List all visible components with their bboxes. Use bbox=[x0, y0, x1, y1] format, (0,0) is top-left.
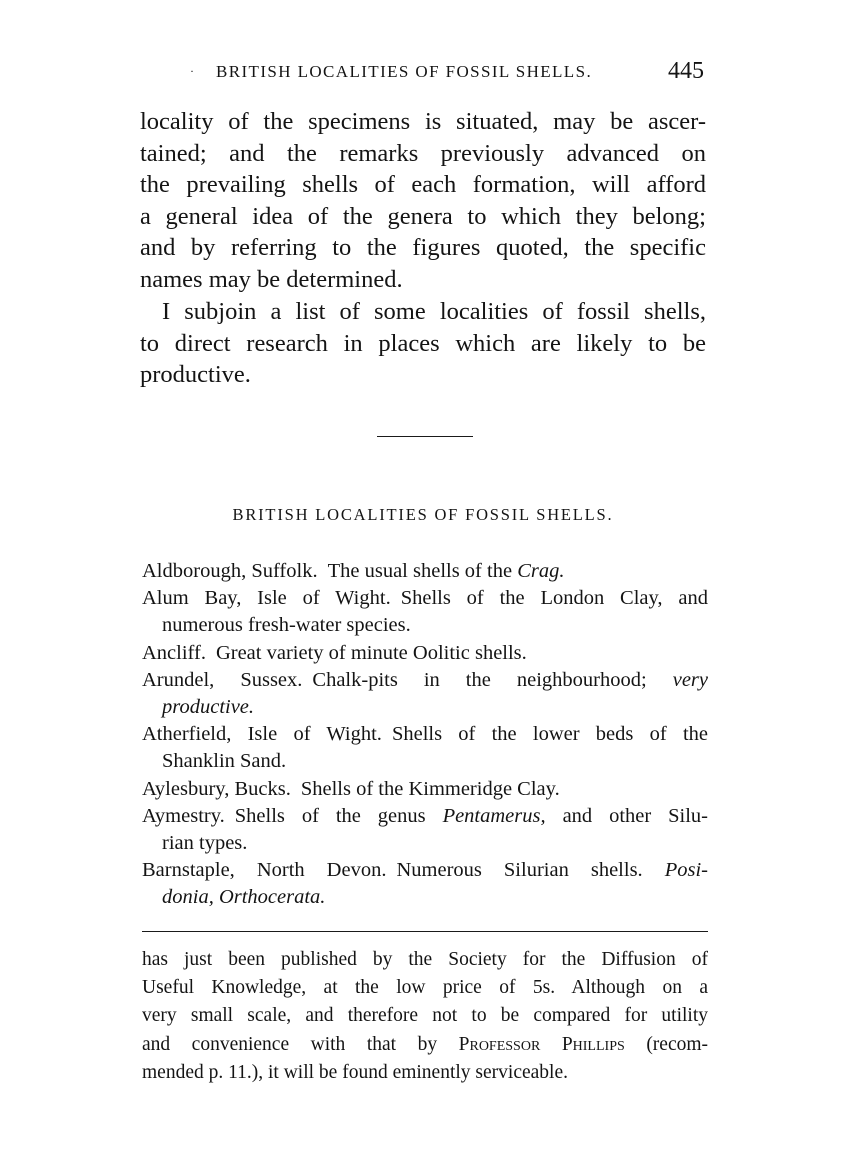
list-item bbox=[142, 776, 708, 803]
locality-description: Shells of the lower beds of the bbox=[391, 723, 708, 746]
footnote-text: (recom- bbox=[646, 1033, 709, 1055]
list-item bbox=[142, 585, 708, 612]
list-item bbox=[142, 640, 708, 667]
list-item bbox=[142, 857, 708, 884]
locality-italic: Pentamerus, bbox=[442, 804, 546, 827]
intro-paragraph-2 bbox=[140, 296, 706, 391]
running-title: BRITISH LOCALITIES OF FOSSIL SHELLS. bbox=[216, 62, 593, 81]
author-name: Professor Phillips bbox=[458, 1033, 625, 1055]
locality-description: Shells of the Kimmeridge Clay. bbox=[300, 777, 560, 800]
locality-description: Numerous Silurian shells. bbox=[396, 859, 643, 882]
list-item bbox=[142, 803, 708, 830]
text-line: names may be determined. bbox=[140, 265, 403, 293]
locality-name: Barnstaple, North Devon. bbox=[142, 859, 387, 882]
text-line: and by referring to the figures quoted, the specific bbox=[140, 234, 706, 261]
footnote-line: Useful Knowledge, at the low price of 5s. Although on a bbox=[142, 977, 708, 999]
intro-paragraph-1 bbox=[140, 106, 706, 295]
locality-name: Aldborough, Suffolk. bbox=[142, 560, 318, 582]
locality-description: The usual shells of the bbox=[327, 560, 513, 582]
footnote-line bbox=[142, 1031, 708, 1059]
footnote-line: has just been published by the Society for the Diffusion of bbox=[142, 949, 708, 970]
locality-description-tail: and other Silu- bbox=[562, 804, 709, 827]
locality-name: Aymestry. bbox=[142, 804, 225, 827]
running-head bbox=[138, 58, 708, 88]
header-mark: · bbox=[190, 64, 194, 78]
text-line: productive. bbox=[140, 361, 251, 388]
locality-italic: Crag. bbox=[517, 560, 565, 582]
footnote-text: and convenience with that by bbox=[142, 1033, 438, 1055]
locality-description: Great variety of minute Oolitic shells. bbox=[215, 641, 527, 664]
text-line: tained; and the remarks previously advanced on bbox=[140, 139, 706, 167]
locality-italic: very bbox=[672, 668, 708, 691]
locality-name: Alum Bay, Isle of Wight. bbox=[142, 587, 391, 610]
footnote-line: mended p. 11.), it will be found eminently serviceable. bbox=[142, 1061, 568, 1083]
list-item-continuation: Shanklin Sand. bbox=[162, 750, 287, 773]
locality-name: Arundel, Sussex. bbox=[142, 668, 303, 691]
list-item-continuation: donia, Orthocerata. bbox=[162, 886, 326, 909]
text-line: the prevailing shells of each formation, will afford bbox=[140, 171, 706, 198]
locality-description: Chalk-pits in the neighbourhood; bbox=[312, 668, 647, 691]
section-divider bbox=[377, 436, 473, 437]
text-line: a general idea of the genera to which they belong; bbox=[140, 202, 706, 230]
section-heading: BRITISH LOCALITIES OF FOSSIL SHELLS. bbox=[232, 505, 614, 524]
locality-name: Aylesbury, Bucks. bbox=[142, 777, 291, 800]
list-item-continuation: numerous fresh-water species. bbox=[162, 614, 411, 637]
footnote-line: very small scale, and therefore not to be compared for utility bbox=[142, 1005, 708, 1027]
list-item bbox=[142, 721, 708, 748]
footnote-rule bbox=[142, 931, 708, 932]
text-line: I subjoin a list of some localities of fossil shells, bbox=[162, 298, 706, 325]
list-item-continuation: rian types. bbox=[162, 832, 248, 855]
list-item bbox=[142, 667, 708, 694]
text-line: locality of the specimens is situated, may be ascer- bbox=[140, 108, 706, 135]
text-line: to direct research in places which are likely to be bbox=[140, 329, 706, 357]
locality-name: Ancliff. bbox=[142, 641, 206, 664]
locality-italic: Posi- bbox=[664, 859, 709, 882]
footnote bbox=[142, 946, 708, 1087]
locality-description: Shells of the London Clay, and bbox=[400, 587, 708, 610]
locality-name: Atherfield, Isle of Wight. bbox=[142, 723, 382, 746]
list-item-continuation: productive. bbox=[162, 696, 255, 719]
page-number: 445 bbox=[668, 58, 704, 84]
locality-description: Shells of the genus bbox=[234, 804, 426, 827]
list-item bbox=[142, 558, 708, 585]
localities-list bbox=[142, 558, 708, 912]
